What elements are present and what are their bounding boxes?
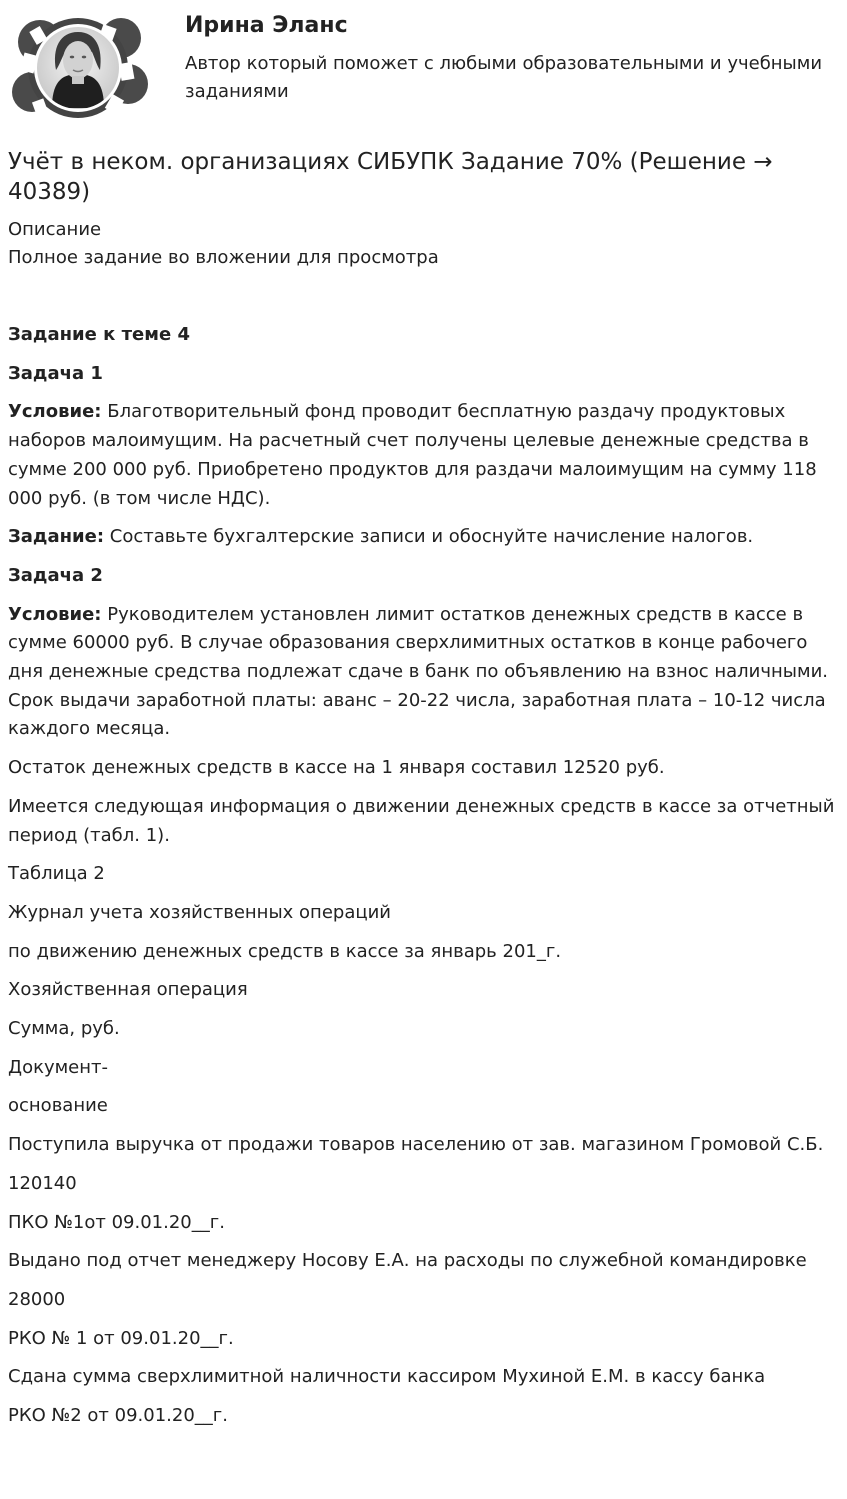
table-header-document-1: Документ-	[8, 1056, 109, 1078]
task2-condition-text: Руководителем установлен лимит остатков денежных средств в кассе в сумме 60000 руб. В случае образования сверхлимитных остатков в конце рабочего дня денежные средства подлежат сдаче в банк по объявлению на взнос наличными. Срок выдачи заработной платы: аванс – 20-22 числа, заработная плата – 10-12 числа каждого месяца.	[8, 603, 828, 740]
task1-assignment	[8, 523, 842, 552]
task1-heading: Задача 1	[8, 362, 103, 384]
table-row-3-document: РКО №2 от 09.01.20__г.	[8, 1405, 228, 1427]
description-label: Описание	[8, 219, 102, 240]
task1-condition	[8, 398, 842, 513]
table-row-1-document: ПКО №1от 09.01.20__г.	[8, 1211, 225, 1233]
description-text: Полное задание во вложении для просмотра	[8, 247, 439, 268]
table-row-3-operation: Сдана сумма сверхлимитной наличности кассиром Мухиной Е.М. в кассу банка	[8, 1366, 766, 1388]
table-label: Таблица 2	[8, 863, 105, 885]
table-row-2-amount: 28000	[8, 1288, 66, 1310]
section-title: Задание к теме 4	[8, 324, 190, 345]
task2-heading: Задача 2	[8, 564, 103, 586]
table-header-document-2: основание	[8, 1095, 108, 1117]
document	[8, 147, 842, 1441]
author-avatar[interactable]	[8, 8, 150, 128]
task1-condition-label: Условие:	[8, 401, 102, 423]
task2-condition	[8, 601, 842, 745]
author-card	[0, 0, 847, 130]
table-header-amount: Сумма, руб.	[8, 1018, 120, 1040]
table-row-2-document: РКО № 1 от 09.01.20__г.	[8, 1327, 234, 1349]
journal-title: Журнал учета хозяйственных операций	[8, 901, 392, 923]
task2-condition-label: Условие:	[8, 603, 102, 625]
author-name[interactable]: Ирина Эланс	[185, 13, 348, 38]
task1-assignment-text: Составьте бухгалтерские записи и обоснуйте начисление налогов.	[104, 526, 754, 548]
task2-balance: Остаток денежных средств в кассе на 1 января составил 12520 руб.	[8, 757, 665, 779]
document-title: Учёт в неком. организациях СИБУПК Задание 70% (Решение → 40389)	[8, 149, 773, 205]
author-description: Автор который поможет с любыми образовательными и учебными заданиями	[185, 53, 823, 102]
table-row-2-operation: Выдано под отчет менеджеру Носову Е.А. на расходы по служебной командировке	[8, 1250, 807, 1272]
journal-subtitle: по движению денежных средств в кассе за январь 201_г.	[8, 940, 562, 962]
document-meta	[8, 216, 842, 272]
task1-assignment-label: Задание:	[8, 526, 105, 548]
document-content	[8, 321, 842, 1431]
table-header-operation: Хозяйственная операция	[8, 979, 248, 1001]
task2-info: Имеется следующая информация о движении денежных средств в кассе за отчетный период (табл. 1).	[8, 795, 835, 846]
table-row-1-operation: Поступила выручка от продажи товаров населению от зав. магазином Громовой С.Б.	[8, 1134, 824, 1156]
table-row-1-amount: 120140	[8, 1172, 77, 1194]
task1-condition-text: Благотворительный фонд проводит бесплатную раздачу продуктовых наборов малоимущим. На расчетный счет получены целевые денежные средства в сумме 200 000 руб. Приобретено продуктов для раздачи малоимущим на сумму 118 000 руб. (в том числе НДС).	[8, 401, 817, 509]
